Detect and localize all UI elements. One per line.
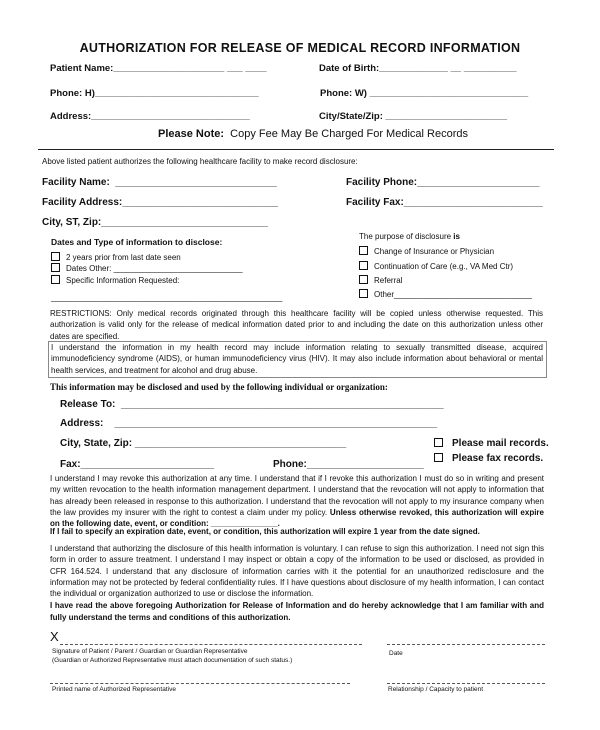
- purpose-option-continuation[interactable]: [359, 261, 513, 271]
- checkbox[interactable]: [359, 289, 368, 298]
- checkbox[interactable]: [51, 263, 60, 272]
- specific-info-line[interactable]: ____________________________________________________: [51, 293, 283, 302]
- note-text: Copy Fee May Be Charged For Medical Records: [230, 128, 468, 140]
- option-label: Dates Other: _____________________________: [66, 264, 243, 273]
- recipient-city-field[interactable]: City, State, Zip: ______________________________________: [60, 438, 347, 449]
- facility-address-field[interactable]: Facility Address:____________________________: [42, 197, 278, 208]
- note-label: Please Note:: [158, 128, 225, 140]
- voluntary-paragraph: I understand that authorizing the disclosure of this health information is voluntary. I can refuse to sign this authorization. I need not sign this form in order to assure treatment. I understand I may inspect or obtain a copy of the information to be used or disclosed, as provided in CFR 164.524. I understand that any disclosure of information carries with it the potential for an unauthorized redisclosure and the information may not be protected by federal confidentiality rules. If I have questions about disclosure of my health information, I can contact the individual or organization authorized to use or disclose the information.: [50, 544, 544, 599]
- facility-name-field[interactable]: Facility Name: _____________________________: [42, 177, 277, 188]
- purpose-heading: [359, 232, 460, 241]
- signature-x-mark: X: [50, 629, 59, 644]
- patient-name-field[interactable]: Patient Name:_____________________ ___ ____: [50, 63, 267, 74]
- purpose-option-other[interactable]: [359, 289, 532, 299]
- option-label: Continuation of Care (e.g., VA Med Ctr): [374, 262, 514, 271]
- option-label: Please fax records.: [452, 453, 544, 464]
- purpose-option-insurance[interactable]: [359, 246, 494, 256]
- option-label: Please mail records.: [452, 438, 549, 449]
- recipient-heading: This information may be disclosed and used by the following individual or organization:: [50, 382, 388, 392]
- revocation-paragraph: [50, 473, 544, 529]
- city-state-zip-field[interactable]: City/State/Zip: _______________________: [319, 111, 508, 122]
- intro-text: Above listed patient authorizes the following healthcare facility to make record disclosure:: [42, 157, 358, 166]
- expiration-default-clause: If I fail to specify an expiration date, event, or condition, this authorization will expire 1 year from the date signed.: [50, 527, 480, 536]
- checkbox[interactable]: [359, 261, 368, 270]
- option-label: Referral: [374, 276, 403, 285]
- sensitive-info-text: I understand the information in my health record may include information relating to sexually transmitted disease, acquired immunodeficiency syndrome (AIDS), or human immunodeficiency virus (HIV). It may also include information about behavioral or mental health services, and treatment for alcohol and drug abuse.: [51, 343, 543, 375]
- checkbox[interactable]: [434, 438, 443, 447]
- printed-name-line[interactable]: [50, 683, 350, 684]
- dates-option-2yrs[interactable]: [51, 252, 181, 262]
- relationship-caption: Relationship / Capacity to patient: [388, 686, 484, 693]
- acknowledgement-text: I have read the above foregoing Authorization for Release of Information and do hereby acknowledge that I am familiar with and fully understand the terms and conditions of this authorization.: [50, 601, 544, 622]
- purpose-option-referral[interactable]: [359, 275, 402, 285]
- purpose-heading-text: The purpose of disclosure: [359, 232, 452, 241]
- option-label: Change of Insurance or Physician: [374, 247, 495, 256]
- expiration-clause: Unless otherwise revoked, this authorization will expire on the following date, event, or condition: _______________.: [50, 507, 544, 529]
- checkbox[interactable]: [434, 453, 443, 462]
- facility-fax-field[interactable]: Facility Fax:_________________________: [346, 197, 543, 208]
- checkbox[interactable]: [51, 275, 60, 284]
- recipient-address-field[interactable]: Address: __________________________________________________________: [60, 418, 438, 429]
- restrictions-text: RESTRICTIONS: Only medical records originated through this healthcare facility will be copied unless otherwise requested. This authorization is valid only for the release of medical information dated prior to and including the date on this authorization unless other dates are specified.: [50, 309, 543, 341]
- printed-name-caption: Printed name of Authorized Representative: [52, 686, 176, 693]
- facility-city-field[interactable]: City, ST, Zip:______________________________: [42, 217, 269, 228]
- recipient-phone-field[interactable]: Phone:_____________________: [273, 459, 424, 470]
- revocation-text: I understand I may revoke this authorization at any time. I understand that if I revoke this authorization I must do so in writing and present my written revocation to the health information management department. I understand that the revocation will not apply to information that has already been released in response to this authorization. I understand that the revocation will not apply to my insurance company when the law provides my insurer with the right to contest a claim under my policy.: [50, 474, 544, 517]
- option-label: Other_______________________________: [374, 290, 532, 299]
- fax-records-option[interactable]: [434, 453, 543, 465]
- checkbox[interactable]: [359, 275, 368, 284]
- dates-option-other[interactable]: [51, 263, 243, 273]
- date-of-birth-field[interactable]: Date of Birth:_____________ __ __________: [319, 63, 517, 74]
- checkbox[interactable]: [359, 246, 368, 255]
- signature-caption: Signature of Patient / Parent / Guardian or Guardian Representative: [52, 648, 248, 655]
- signature-line[interactable]: [60, 644, 362, 645]
- copy-fee-note: [158, 128, 468, 141]
- dates-option-specific[interactable]: [51, 275, 179, 285]
- date-caption: Date: [389, 650, 403, 657]
- relationship-line[interactable]: [387, 683, 545, 684]
- date-line[interactable]: [387, 644, 545, 645]
- option-label: Specific Information Requested:: [66, 276, 180, 285]
- checkbox[interactable]: [51, 252, 60, 261]
- purpose-heading-is: is: [453, 232, 460, 241]
- recipient-fax-field[interactable]: Fax:________________________: [60, 459, 215, 470]
- signature-caption-note: (Guardian or Authorized Representative must attach documentation of such status.): [52, 657, 293, 664]
- option-label: 2 years prior from last date seen: [66, 253, 181, 262]
- phone-home-field[interactable]: Phone: H)_______________________________: [50, 88, 259, 99]
- mail-records-option[interactable]: [434, 438, 549, 450]
- release-to-field[interactable]: Release To: __________________________________________________________: [60, 399, 444, 410]
- header-divider: [38, 149, 554, 150]
- dates-heading: Dates and Type of information to disclose:: [51, 237, 223, 247]
- page-title: AUTHORIZATION FOR RELEASE OF MEDICAL RECORD INFORMATION: [79, 41, 521, 55]
- address-field[interactable]: Address:______________________________: [50, 111, 250, 122]
- phone-work-field[interactable]: Phone: W) ______________________________: [320, 88, 529, 99]
- facility-phone-field[interactable]: Facility Phone:______________________: [346, 177, 540, 188]
